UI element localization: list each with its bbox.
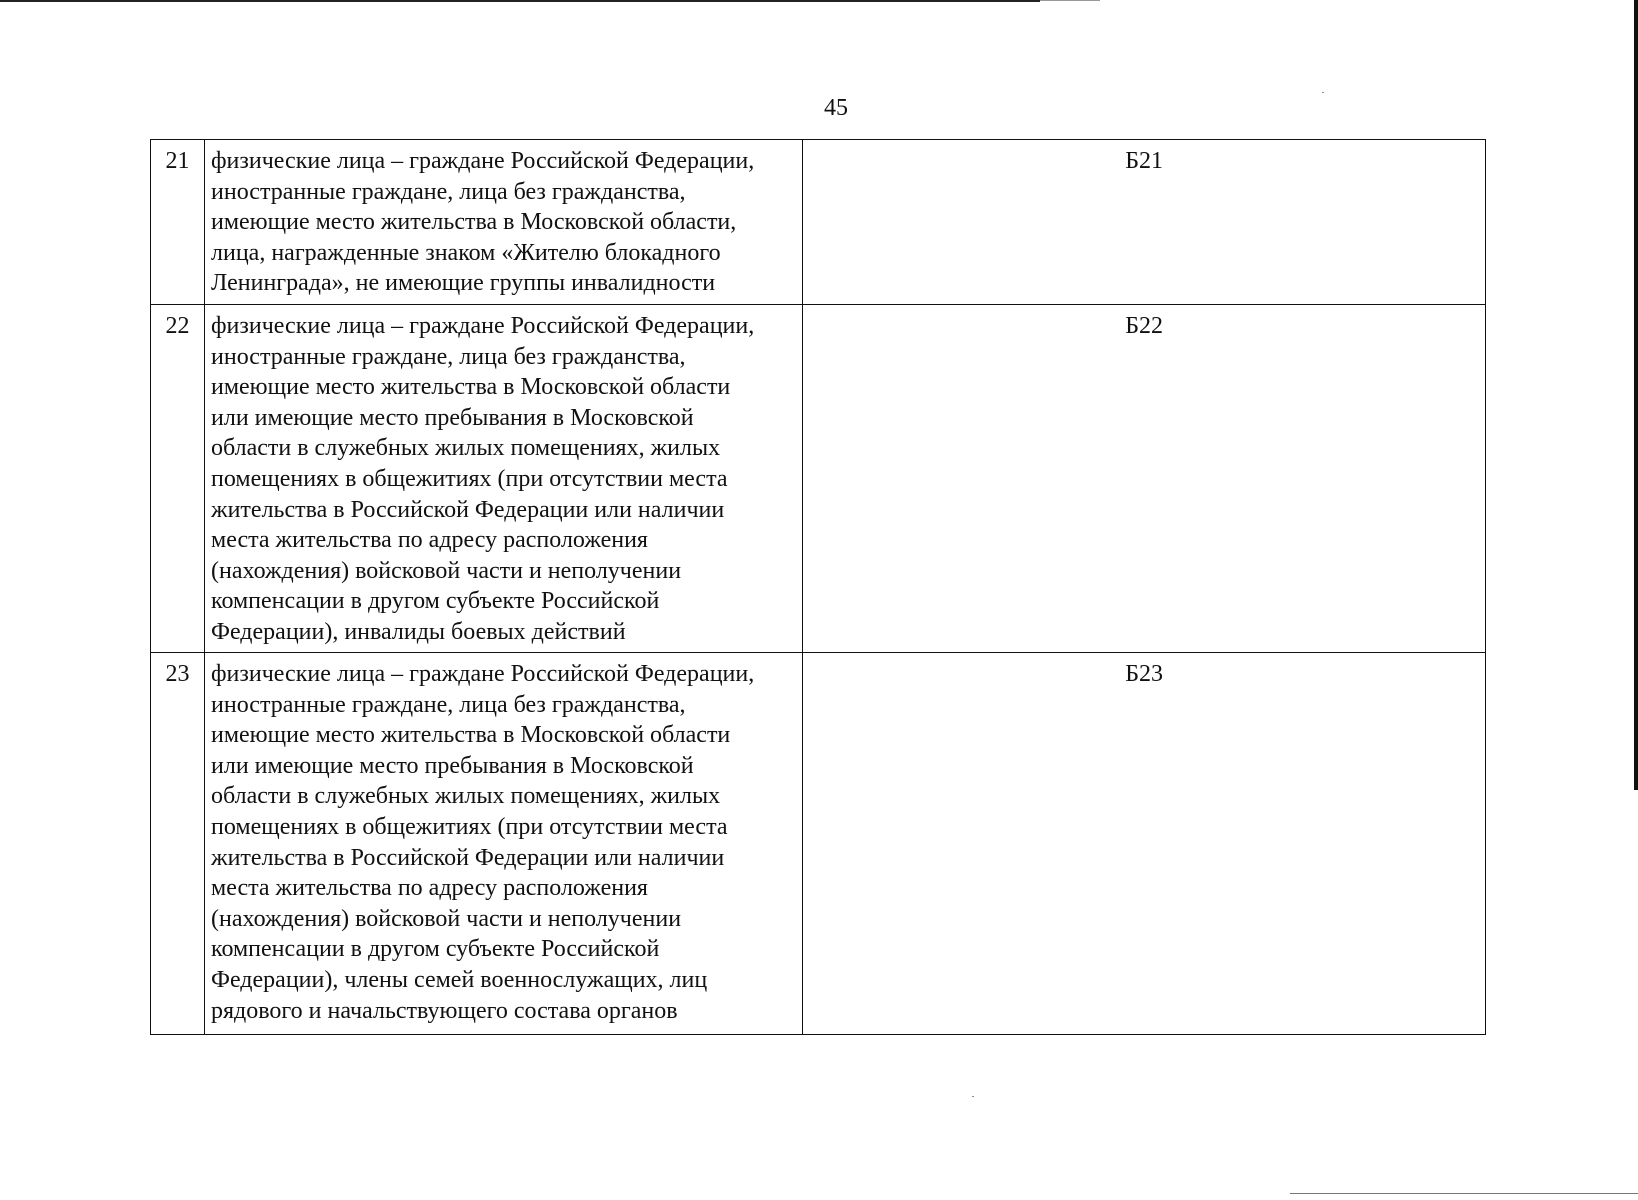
description-line: иностранные граждане, лица без гражданства, [211,178,686,205]
description-line: жительства в Российской Федерации или наличии [211,844,725,871]
row-number: 23 [151,653,205,1035]
description-line: иностранные граждане, лица без гражданства, [211,691,686,718]
description-line: лица, награжденные знаком «Жителю блокадного [211,239,721,266]
description-line: имеющие место жительства в Московской области, [211,209,737,236]
row-number: 21 [151,140,205,305]
description-line: помещениях в общежитиях (при отсутствии места [211,813,728,840]
description-line: имеющие место жительства в Московской области [211,374,731,401]
description-line: компенсации в другом субъекте Российской [211,588,660,615]
page-number: 45 [824,95,848,121]
scan-edge-bottom-right [1290,1193,1638,1194]
scan-edge-top [0,0,1040,2]
description-line: рядового и начальствующего состава органов [211,997,678,1024]
description-line: области в служебных жилых помещениях, жилых [211,783,721,810]
description-line: Федерации), инвалиды боевых действий [211,618,626,645]
description-line: жительства в Российской Федерации или наличии [211,496,725,523]
description-line: места жительства по адресу расположения [211,527,648,554]
description-line: (нахождения) войсковой части и неполучении [211,557,682,584]
row-code: Б22 [803,305,1486,653]
description-line: или имеющие место пребывания в Московской [211,752,694,779]
row-description [205,653,803,1035]
description-line: области в служебных жилых помещениях, жилых [211,435,721,462]
scan-speck [1322,92,1324,93]
description-line: (нахождения) войсковой части и неполучении [211,905,682,932]
row-number: 22 [151,305,205,653]
description-line: физические лица – граждане Российской Федерации, [211,313,755,339]
description-line: компенсации в другом субъекте Российской [211,936,660,963]
description-line: Федерации), члены семей военнослужащих, лиц [211,966,708,993]
description-line: иностранные граждане, лица без гражданства, [211,343,686,370]
description-line: физические лица – граждане Российской Федерации, [211,661,755,687]
description-line: Ленинграда», не имеющие группы инвалидности [211,270,716,297]
description-line: физические лица – граждане Российской Федерации, [211,148,755,174]
document-table [150,139,1486,1035]
table-row [151,653,1486,1035]
row-code: Б21 [803,140,1486,305]
table-row [151,305,1486,653]
row-description [205,305,803,653]
scan-speck [972,1096,974,1097]
description-line: места жительства по адресу расположения [211,875,648,902]
row-description [205,140,803,305]
scan-edge-top-faint [1040,0,1100,1]
row-code: Б23 [803,653,1486,1035]
description-line: имеющие место жительства в Московской области [211,722,731,749]
table-row [151,140,1486,305]
description-line: или имеющие место пребывания в Московской [211,404,694,431]
description-line: помещениях в общежитиях (при отсутствии места [211,465,728,492]
